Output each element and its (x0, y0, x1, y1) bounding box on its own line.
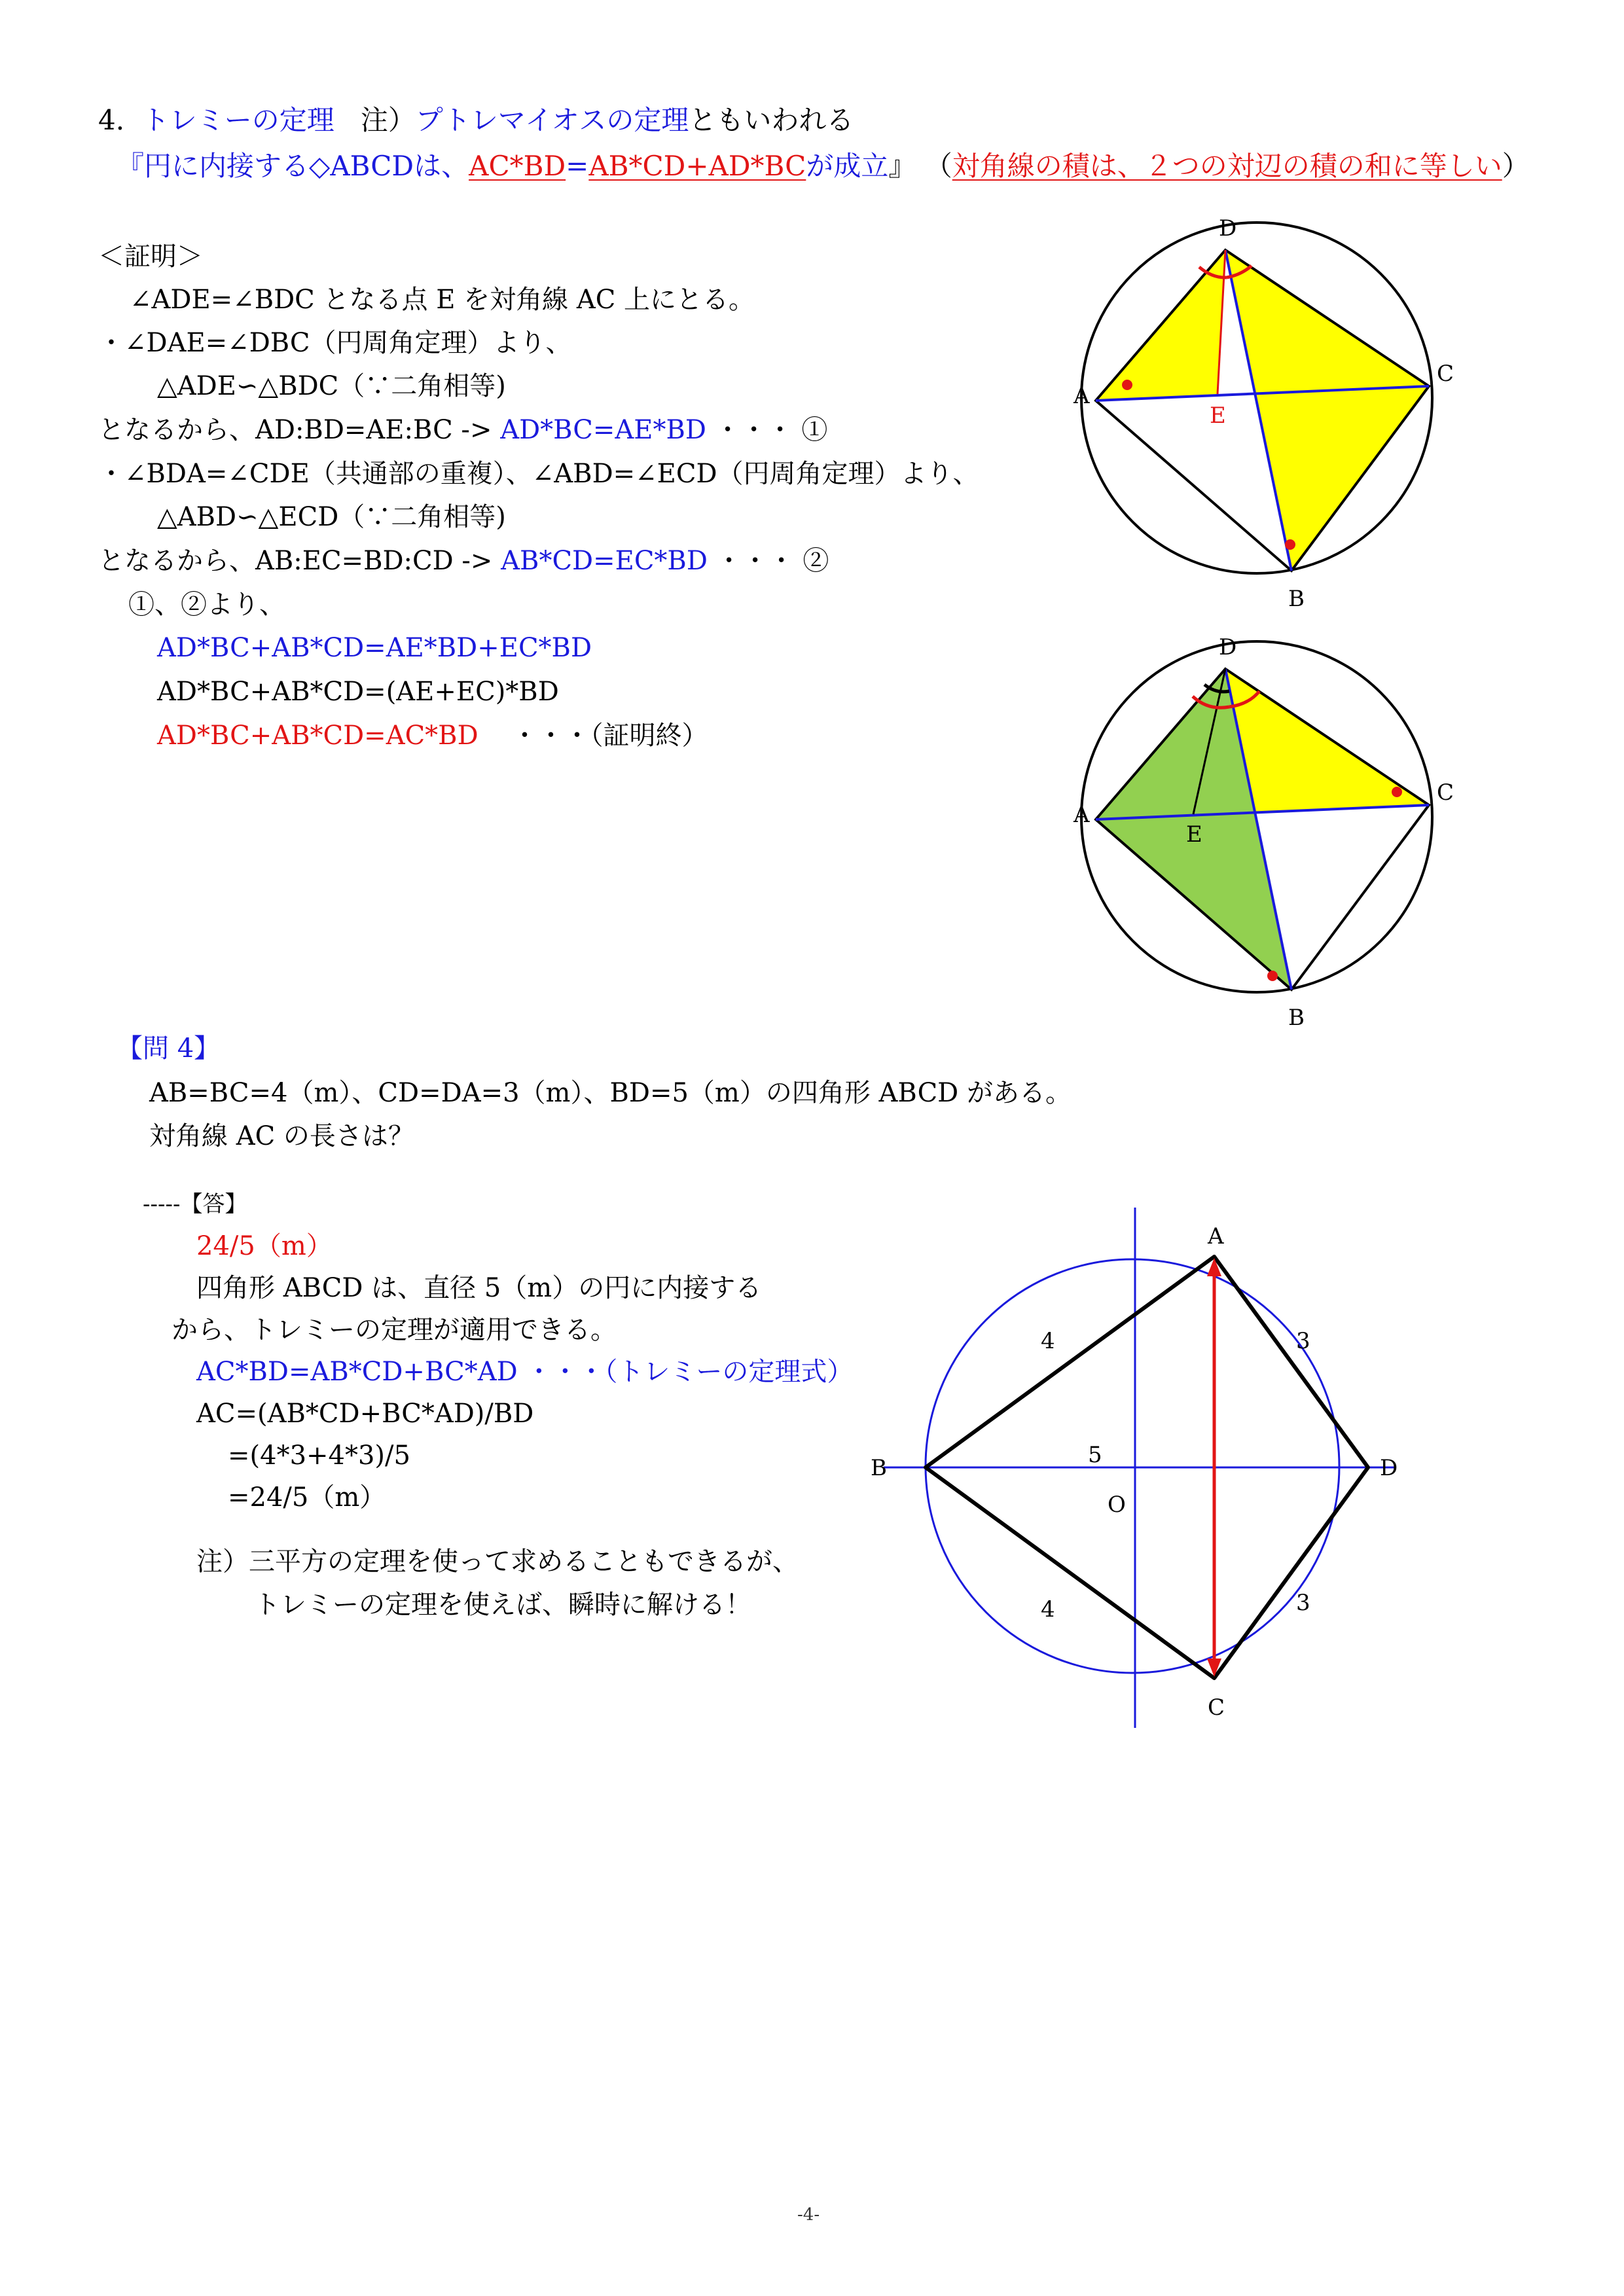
proof-heading: ＜証明＞ (98, 242, 203, 272)
theorem-lhs: AC*BD (469, 150, 566, 182)
proof-line-10: AD*BC+AB*CD=(AE+EC)*BD (157, 677, 559, 707)
answer-line-4: AC=(AB*CD+BC*AD)/BD (196, 1399, 534, 1429)
length-BD: 5 (1088, 1442, 1102, 1468)
answer-formula: AC*BD=AB*CD+BC*AD ・・・（トレミーの定理式） (196, 1357, 854, 1387)
proof-line-7 (98, 545, 829, 577)
length-AD: 3 (1296, 1328, 1310, 1354)
proof-line-5: ・∠BDA=∠CDE（共通部の重複）、∠ABD=∠ECD（円周角定理）より、 (98, 459, 979, 489)
answer-label: -----【答】 (143, 1191, 247, 1217)
proof-line-8: ①、②より、 (128, 590, 285, 620)
proof-line-2: ・∠DAE=∠DBC（円周角定理）より、 (98, 328, 572, 358)
paren-open: （ (924, 150, 952, 182)
length-AB: 4 (1041, 1328, 1055, 1354)
length-CD: 3 (1296, 1590, 1310, 1616)
angle-dot-B (1267, 971, 1278, 981)
label-E: E (1186, 821, 1202, 848)
label-B: B (1288, 586, 1305, 612)
figure-1-diagram (1008, 209, 1454, 628)
theorem-intro: 円に内接する◇ABCDは、 (144, 150, 469, 182)
quote-close: 』 (888, 150, 916, 182)
figure-2-diagram (1008, 628, 1454, 1047)
proof-line-4 (98, 414, 827, 446)
label-B: B (871, 1455, 887, 1481)
label-E: E (1210, 403, 1226, 429)
label-C: C (1437, 780, 1454, 806)
question-line-2: 対角線 AC の長さは？ (149, 1121, 414, 1151)
proof-ref-1: ・・・ ① (706, 415, 828, 445)
proof-ref-2: ・・・ ② (707, 546, 829, 576)
label-A: A (1074, 383, 1090, 409)
paren-close: ） (1502, 150, 1530, 182)
label-O: O (1108, 1492, 1126, 1518)
proof-eq-2: AB*CD=EC*BD (501, 546, 708, 576)
angle-dot-C (1392, 787, 1402, 797)
circle-diameter-BD (926, 1259, 1339, 1673)
answer-note-2: トレミーの定理を使えば、瞬時に解ける！ (254, 1590, 751, 1620)
proof-line-1: ∠ADE=∠BDC となる点 E を対角線 AC 上にとる。 (130, 285, 755, 315)
answer-line-2: から、トレミーの定理が適用できる。 (171, 1315, 617, 1345)
theorem-eq: = (566, 150, 589, 182)
label-C: C (1437, 361, 1454, 387)
note-prefix: 注） (360, 104, 416, 136)
question-line-1: AB=BC=4（m）、CD=DA=3（m）、BD=5（m）の四角形 ABCD がある。 (149, 1078, 1072, 1108)
section-number: 4. (98, 104, 125, 136)
alt-theorem-name: プトレマイオスの定理 (415, 104, 689, 136)
label-B: B (1288, 1005, 1305, 1031)
theorem-rhs: AB*CD+AD*BC (588, 150, 806, 182)
figure-3-diagram (851, 1191, 1414, 1754)
label-D: D (1219, 215, 1237, 242)
label-D: D (1219, 634, 1237, 660)
answer-line-1: 四角形 ABCD は、直径 5（m）の円に内接する (196, 1273, 762, 1303)
proof-line-6: △ABD∽△ECD（∵二角相等) (157, 502, 506, 532)
theorem-name: トレミーの定理 (141, 104, 334, 136)
theorem-statement (117, 151, 1530, 182)
proof-line-9: AD*BC+AB*CD=AE*BD+EC*BD (157, 633, 592, 663)
label-A: A (1208, 1223, 1224, 1249)
theorem-outro: が成立 (806, 150, 889, 182)
label-A: A (1074, 802, 1090, 828)
answer-line-6: =24/5（m） (228, 1482, 386, 1513)
proof-eq-1: AD*BC=AE*BD (500, 415, 706, 445)
label-C: C (1208, 1695, 1225, 1721)
proof-line-4-text: となるから、AD:BD=AE:BC -> (98, 415, 501, 445)
length-BC: 4 (1041, 1596, 1055, 1623)
label-D: D (1380, 1455, 1398, 1481)
angle-dot-B (1285, 539, 1295, 550)
quote-open: 『 (117, 150, 145, 182)
question-label: 【問 4】 (117, 1033, 221, 1064)
proof-line-3: △ADE∽△BDC（∵二角相等) (157, 371, 506, 401)
proof-conclusion: AD*BC+AB*CD=AC*BD (157, 721, 478, 751)
theorem-explanation: 対角線の積は、２つの対辺の積の和に等しい (952, 150, 1502, 182)
proof-end: ・・・（証明終） (511, 721, 708, 751)
note-suffix: ともいわれる (689, 104, 854, 136)
answer-value: 24/5（m） (196, 1231, 333, 1261)
page-number: -4- (797, 2205, 820, 2225)
answer-note-1: 注）三平方の定理を使って求めることもできるが、 (196, 1547, 799, 1577)
answer-line-5: =(4*3+4*3)/5 (228, 1441, 410, 1471)
proof-line-11 (157, 720, 708, 751)
angle-dot-A (1122, 380, 1132, 390)
proof-line-7-text: となるから、AB:EC=BD:CD -> (98, 546, 501, 576)
section-title (98, 105, 854, 136)
